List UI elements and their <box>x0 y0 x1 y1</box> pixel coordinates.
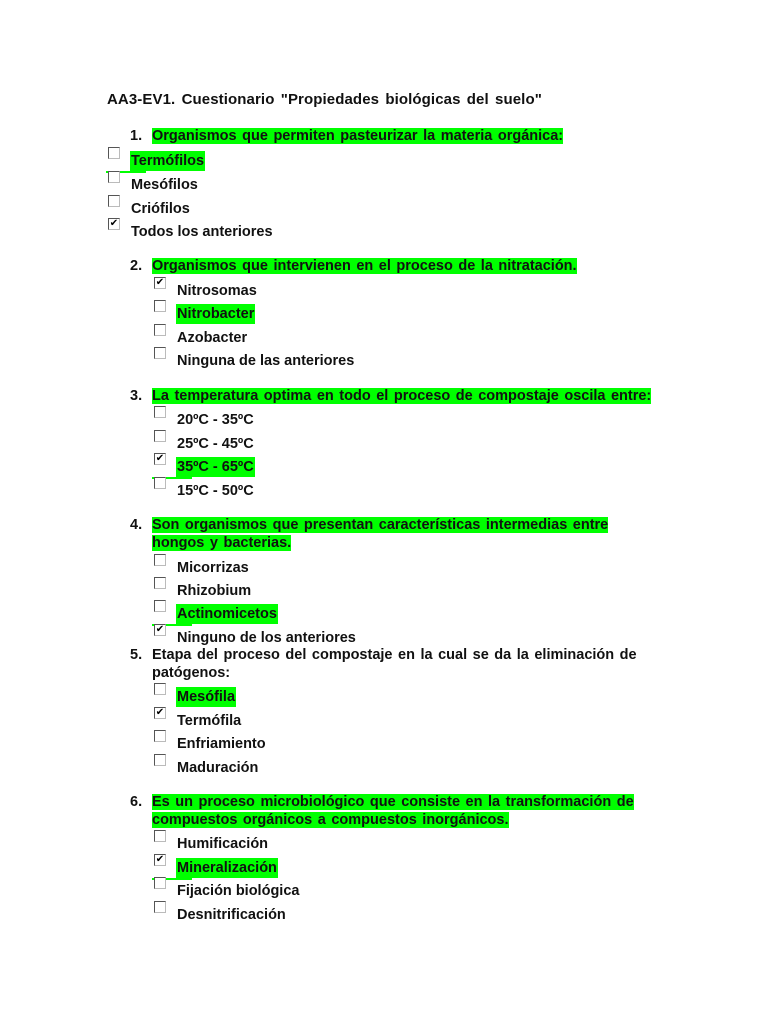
answer-label: Maduración <box>177 760 259 776</box>
checkbox-icon[interactable] <box>154 347 166 359</box>
answer-label: Termófila <box>177 713 242 729</box>
checkbox-icon[interactable] <box>154 901 166 913</box>
answer-label: Nitrosomas <box>177 283 257 299</box>
answer-label: Mesófila <box>177 689 236 705</box>
question-number: 5. <box>130 647 143 663</box>
answer-label: Ninguna de las anteriores <box>177 353 355 369</box>
checkbox-icon[interactable] <box>154 730 166 742</box>
checkbox-checked-icon[interactable]: ✔ <box>109 218 119 229</box>
checkbox-icon[interactable] <box>154 477 166 489</box>
checkbox-icon[interactable] <box>108 195 120 207</box>
checkbox-icon[interactable] <box>154 830 166 842</box>
checkbox-icon[interactable] <box>154 430 166 442</box>
question-text: hongos y bacterias. <box>152 535 292 551</box>
answer-label: Ninguno de los anteriores <box>177 630 356 646</box>
question-text: La temperatura optima en todo el proceso de compostaje oscila entre: <box>152 388 652 404</box>
checkbox-checked-icon[interactable]: ✔ <box>155 277 165 288</box>
answer-label: 25ºC - 45ºC <box>177 436 254 452</box>
checkbox-checked-icon[interactable]: ✔ <box>155 707 165 718</box>
question-text: compuestos orgánicos a compuestos inorgánicos. <box>152 812 509 828</box>
checkbox-icon[interactable] <box>154 683 166 695</box>
checkbox-icon[interactable] <box>154 324 166 336</box>
question-number: 1. <box>130 128 143 144</box>
checkbox-icon[interactable] <box>154 754 166 766</box>
question-text: Organismos que intervienen en el proceso de la nitratación. <box>152 258 577 274</box>
checkbox-icon[interactable] <box>154 406 166 418</box>
question-text: Etapa del proceso del compostaje en la cual se da la eliminación de <box>152 647 637 663</box>
answer-label: Enfriamiento <box>177 736 266 752</box>
answer-label: 20ºC - 35ºC <box>177 412 254 428</box>
question-text: Es un proceso microbiológico que consiste en la transformación de <box>152 794 634 810</box>
checkbox-icon[interactable] <box>154 577 166 589</box>
checkbox-checked-icon[interactable]: ✔ <box>155 624 165 635</box>
answer-label: Micorrizas <box>177 560 249 576</box>
answer-label: Desnitrificación <box>177 907 286 923</box>
answer-label: 35ºC - 65ºC <box>177 459 254 475</box>
checkbox-icon[interactable] <box>154 600 166 612</box>
page-title: AA3-EV1. Cuestionario "Propiedades biológicas del suelo" <box>107 91 542 108</box>
checkbox-checked-icon[interactable]: ✔ <box>155 453 165 464</box>
answer-label: Mineralización <box>177 860 277 876</box>
question-text: patógenos: <box>152 665 231 681</box>
answer-label: Mesófilos <box>131 177 198 193</box>
answer-label: Termófilos <box>131 153 205 169</box>
answer-label: Fijación biológica <box>177 883 300 899</box>
answer-label: Humificación <box>177 836 269 852</box>
checkbox-icon[interactable] <box>108 147 120 159</box>
checkbox-checked-icon[interactable]: ✔ <box>155 854 165 865</box>
answer-label: Azobacter <box>177 330 248 346</box>
answer-label: Actinomicetos <box>177 606 277 622</box>
checkbox-icon[interactable] <box>154 554 166 566</box>
checkbox-icon[interactable] <box>154 877 166 889</box>
checkbox-icon[interactable] <box>108 171 120 183</box>
answer-label: Nitrobacter <box>177 306 255 322</box>
question-number: 6. <box>130 794 143 810</box>
question-text: Son organismos que presentan características intermedias entre <box>152 517 609 533</box>
answer-label: Todos los anteriores <box>131 224 273 240</box>
answer-label: 15ºC - 50ºC <box>177 483 254 499</box>
answer-label: Criófilos <box>131 201 190 217</box>
answer-label: Rhizobium <box>177 583 252 599</box>
question-number: 2. <box>130 258 143 274</box>
question-number: 4. <box>130 517 143 533</box>
checkbox-icon[interactable] <box>154 300 166 312</box>
question-number: 3. <box>130 388 143 404</box>
question-text: Organismos que permiten pasteurizar la materia orgánica: <box>152 128 564 144</box>
